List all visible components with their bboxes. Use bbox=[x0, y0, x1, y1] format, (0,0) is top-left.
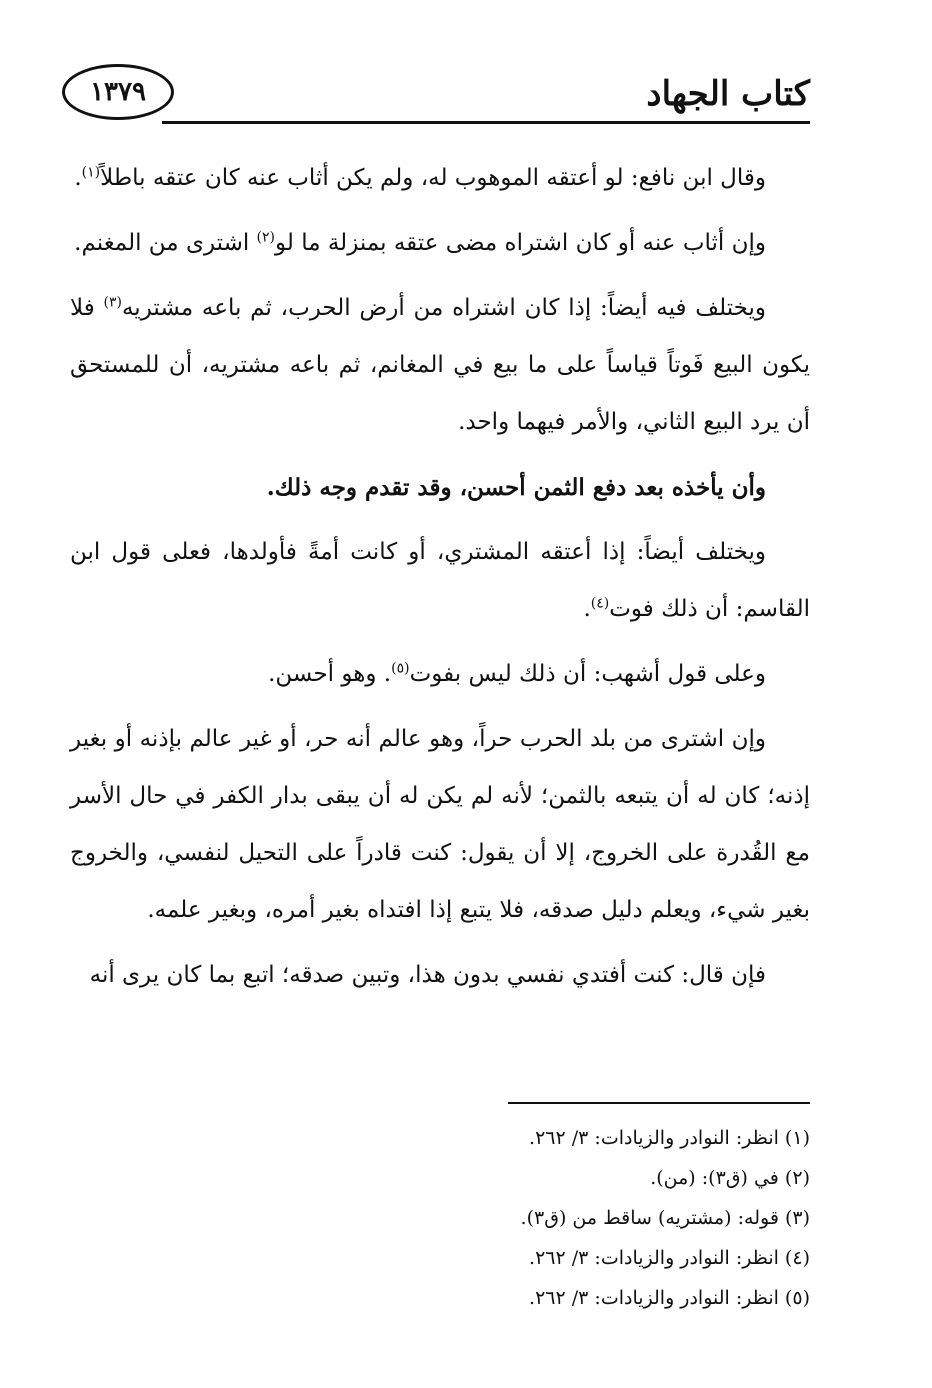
book-title: كتاب الجهاد bbox=[646, 74, 810, 114]
paragraph-1: وقال ابن نافع: لو أعتقه الموهوب له، ولم يكن أثاب عنه كان عتقه باطلاً$^{(١)}$. bbox=[74, 164, 766, 191]
paragraph-3: ويختلف فيه أيضاً: إذا كان اشتراه من أرض الحرب، ثم باعه مشتريه$^{(٣)}$ فلا يكون البيع فَوتاً قياساً على ما بيع في المغانم، ثم باعه مشتريه، أن للمستحق أن يرد البيع الثاني، والأمر فيهما واحد. bbox=[70, 294, 810, 435]
paragraph-7: وإن اشترى من بلد الحرب حراً، وهو عالم أنه حر، أو غير عالم بإذنه أو بغير إذنه؛ كان له أن يتبعه بالثمن؛ لأنه لم يكن له أن يبقى بدار الكفر في حال الأسر مع القُدرة على الخروج، إلا أن يقول: كنت قادراً على التحيل لنفسي، والخروج بغير شيء، ويعلم دليل صدقه، فلا يتبع إذا افتداه بغير أمره، وبغير علمه. bbox=[70, 726, 810, 923]
header-rule bbox=[162, 121, 810, 124]
page-header bbox=[62, 64, 810, 136]
page-number: ١٣٧٩ bbox=[62, 64, 174, 120]
footnote-ref-5[interactable]: (٥) bbox=[391, 660, 410, 677]
footnote-3: (٣) قوله: (مشتريه) ساقط من (ق٣). bbox=[520, 1207, 810, 1229]
footnote-1: (١) انظر: النوادر والزيادات: ٣/ ٢٦٢. bbox=[529, 1127, 810, 1149]
footnote-separator bbox=[508, 1102, 810, 1104]
paragraph-2: وإن أثاب عنه أو كان اشتراه مضى عتقه بمنزلة ما لو$^{(٢)}$ اشترى من المغنم. bbox=[74, 229, 766, 256]
body-text bbox=[70, 150, 810, 1012]
paragraph-5: ويختلف أيضاً: إذا أعتقه المشتري، أو كانت أمةً فأولدها، فعلى قول ابن القاسم: أن ذلك فوت$^{(٤)}$. bbox=[70, 539, 810, 622]
footnote-ref-2[interactable]: (٢) bbox=[256, 229, 276, 246]
footnote-2: (٢) في (ق٣): (من). bbox=[650, 1167, 810, 1189]
paragraph-4: وأن يأخذه بعد دفع الثمن أحسن، وقد تقدم وجه ذلك. bbox=[266, 474, 766, 501]
footnote-5: (٥) انظر: النوادر والزيادات: ٣/ ٢٦٢. bbox=[529, 1287, 810, 1309]
footnote-ref-1[interactable]: (١) bbox=[81, 164, 101, 181]
paragraph-6: وعلى قول أشهب: أن ذلك ليس بفوت$^{(٥)}$. وهو أحسن. bbox=[268, 660, 766, 687]
footnote-ref-3[interactable]: (٣) bbox=[103, 294, 122, 311]
footnotes bbox=[420, 1118, 810, 1318]
paragraph-8: فإن قال: كنت أفتدي نفسي بدون هذا، وتبين صدقه؛ اتبع بما كان يرى أنه bbox=[89, 962, 766, 988]
footnote-ref-4[interactable]: (٤) bbox=[590, 595, 610, 612]
footnote-4: (٤) انظر: النوادر والزيادات: ٣/ ٢٦٢. bbox=[529, 1247, 810, 1269]
